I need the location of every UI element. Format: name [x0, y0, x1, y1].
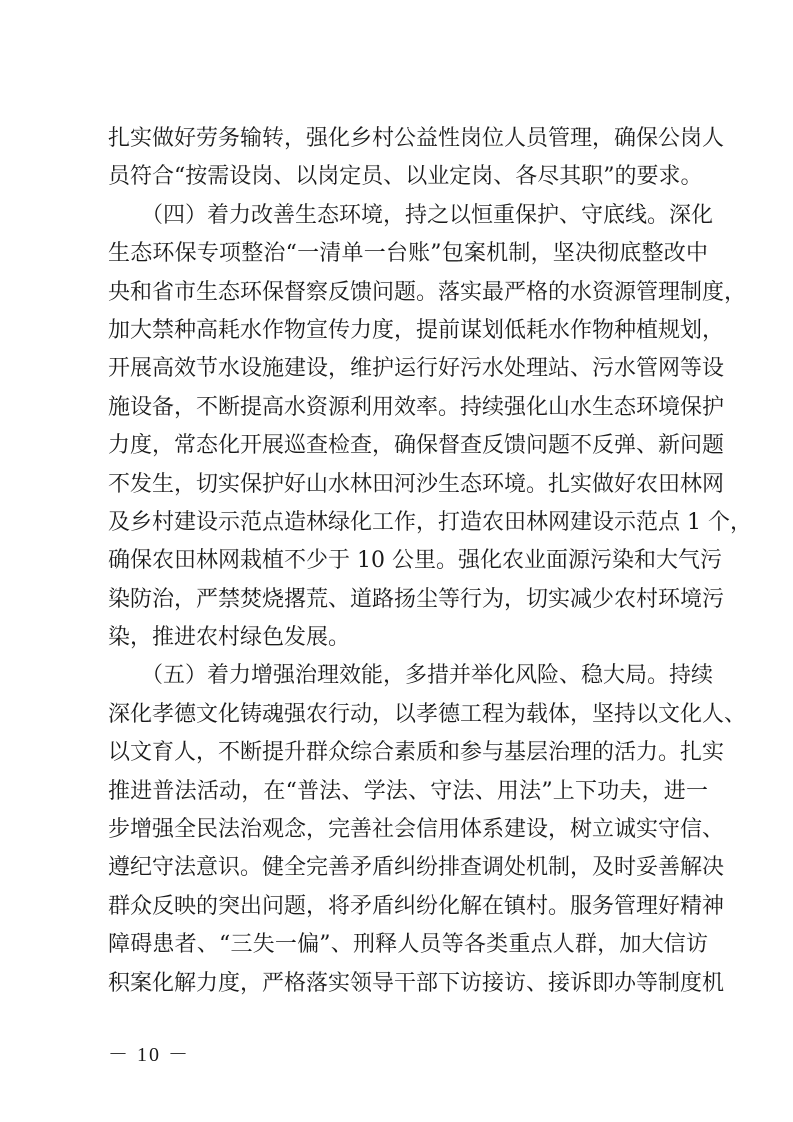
text-line: 开展高效节水设施建设，维护运行好污水处理站、污水管网等设 [108, 356, 725, 382]
text-line: 深化孝德文化铸魂强农行动，以孝德工程为载体，坚持以文化人、 [108, 701, 747, 727]
text-line: （四）着力改善生态环境，持之以恒重保护、守底线。深化 [108, 202, 714, 228]
text-line: 染，推进农村绿色发展。 [108, 625, 351, 651]
text-line: 遵纪守法意识。健全完善矛盾纠纷排查调处机制，及时妥善解决 [108, 855, 725, 881]
text-line: 生态环保专项整治“一清单一台账”包案机制，坚决彻底整改中 [108, 241, 708, 267]
text-line: 员符合“按需设岗、以岗定员、以业定岗、各尽其职”的要求。 [108, 164, 703, 190]
document-body [108, 120, 752, 1003]
text-line: 积案化解力度，严格落实领导干部下访接访、接诉即办等制度机 [108, 970, 725, 996]
text-line: 施设备，不断提高水资源利用效率。持续强化山水生态环境保护 [108, 394, 725, 420]
text-line: 群众反映的突出问题，将矛盾纠纷化解在镇村。服务管理好精神 [108, 893, 725, 919]
paragraph [108, 120, 725, 197]
text-line: 以文育人，不断提升群众综合素质和参与基层治理的活力。扎实 [108, 740, 725, 766]
text-line: 扎实做好劳务输转，强化乡村公益性岗位人员管理，确保公岗人 [108, 126, 725, 151]
text-line: 染防治，严禁焚烧撂荒、道路扬尘等行为，切实减少农村环境污 [108, 586, 725, 612]
text-line: 力度，常态化开展巡查检查，确保督查反馈问题不反弹、新问题 [108, 433, 725, 459]
text-line: 及乡村建设示范点造林绿化工作，打造农田林网建设示范点 1 个， [108, 509, 752, 535]
text-line: （五）着力增强治理效能，多措并举化风险、稳大局。持续 [108, 663, 714, 689]
text-line: 推进普法活动，在“普法、学法、守法、用法”上下功夫，进一 [108, 778, 708, 804]
page-number: － 10 － [108, 1044, 190, 1066]
paragraph [108, 197, 752, 658]
text-line: 加大禁种高耗水作物宣传力度，提前谋划低耗水作物种植规划， [108, 317, 725, 343]
text-line: 确保农田林网栽植不少于 10 公里。强化农业面源污染和大气污 [108, 548, 722, 574]
paragraph [108, 657, 747, 1003]
text-line: 不发生，切实保护好山水林田河沙生态环境。扎实做好农田林网 [108, 471, 725, 497]
text-line: 障碍患者、“三失一偏”、刑释人员等各类重点人群，加大信访 [108, 932, 708, 958]
text-line: 步增强全民法治观念，完善社会信用体系建设，树立诚实守信、 [108, 817, 725, 843]
text-line: 央和省市生态环保督察反馈问题。落实最严格的水资源管理制度， [108, 279, 747, 305]
